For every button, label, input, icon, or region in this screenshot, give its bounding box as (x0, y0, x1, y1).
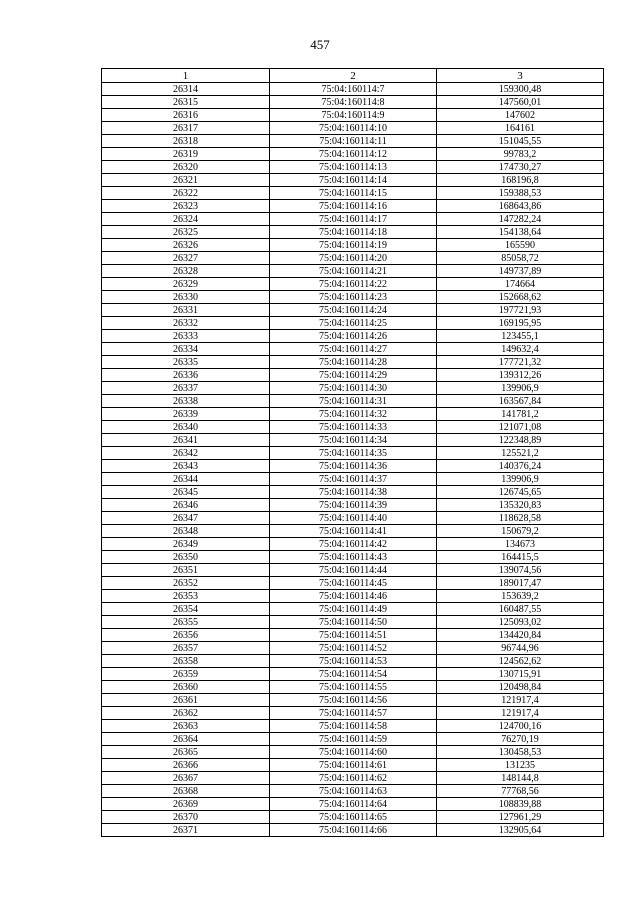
value-cell: 177721,32 (437, 356, 604, 369)
table-row (102, 525, 604, 538)
value-cell: 147560,01 (437, 96, 604, 109)
value-cell: 164161 (437, 122, 604, 135)
row-number-cell: 26354 (102, 603, 270, 616)
value-cell: 141781,2 (437, 408, 604, 421)
table-row (102, 447, 604, 460)
cadastral-number-cell: 75:04:160114:28 (270, 356, 437, 369)
row-number-cell: 26326 (102, 239, 270, 252)
row-number-cell: 26361 (102, 694, 270, 707)
row-number-cell: 26359 (102, 668, 270, 681)
cadastral-number-cell: 75:04:160114:62 (270, 772, 437, 785)
cadastral-number-cell: 75:04:160114:12 (270, 148, 437, 161)
row-number-cell: 26371 (102, 824, 270, 837)
table-row (102, 135, 604, 148)
cadastral-number-cell: 75:04:160114:63 (270, 785, 437, 798)
registry-table (101, 68, 604, 837)
value-cell: 139906,9 (437, 473, 604, 486)
cadastral-number-cell: 75:04:160114:57 (270, 707, 437, 720)
row-number-cell: 26355 (102, 616, 270, 629)
value-cell: 124700,16 (437, 720, 604, 733)
cadastral-number-cell: 75:04:160114:33 (270, 421, 437, 434)
row-number-cell: 26323 (102, 200, 270, 213)
header-row (102, 69, 604, 83)
table-row (102, 629, 604, 642)
cadastral-number-cell: 75:04:160114:32 (270, 408, 437, 421)
row-number-cell: 26336 (102, 369, 270, 382)
row-number-cell: 26366 (102, 759, 270, 772)
value-cell: 123455,1 (437, 330, 604, 343)
row-number-cell: 26370 (102, 811, 270, 824)
cadastral-number-cell: 75:04:160114:30 (270, 382, 437, 395)
table-row (102, 200, 604, 213)
value-cell: 135320,83 (437, 499, 604, 512)
cadastral-number-cell: 75:04:160114:46 (270, 590, 437, 603)
page-number: 457 (310, 37, 330, 52)
table-row (102, 746, 604, 759)
table-row (102, 148, 604, 161)
table-row (102, 772, 604, 785)
value-cell: 147282,24 (437, 213, 604, 226)
row-number-cell: 26365 (102, 746, 270, 759)
column-header-1: 1 (102, 69, 270, 83)
value-cell: 168643,86 (437, 200, 604, 213)
cadastral-number-cell: 75:04:160114:55 (270, 681, 437, 694)
cadastral-number-cell: 75:04:160114:31 (270, 395, 437, 408)
value-cell: 163567,84 (437, 395, 604, 408)
row-number-cell: 26339 (102, 408, 270, 421)
row-number-cell: 26356 (102, 629, 270, 642)
row-number-cell: 26317 (102, 122, 270, 135)
row-number-cell: 26343 (102, 460, 270, 473)
table-row (102, 759, 604, 772)
value-cell: 164415,5 (437, 551, 604, 564)
row-number-cell: 26348 (102, 525, 270, 538)
row-number-cell: 26328 (102, 265, 270, 278)
row-number-cell: 26369 (102, 798, 270, 811)
table-body (102, 83, 604, 837)
row-number-cell: 26362 (102, 707, 270, 720)
table-row (102, 161, 604, 174)
table-row (102, 577, 604, 590)
cadastral-number-cell: 75:04:160114:25 (270, 317, 437, 330)
row-number-cell: 26349 (102, 538, 270, 551)
cadastral-number-cell: 75:04:160114:7 (270, 83, 437, 96)
cadastral-number-cell: 75:04:160114:54 (270, 668, 437, 681)
row-number-cell: 26350 (102, 551, 270, 564)
row-number-cell: 26329 (102, 278, 270, 291)
value-cell: 125521,2 (437, 447, 604, 460)
row-number-cell: 26342 (102, 447, 270, 460)
column-header-3: 3 (437, 69, 604, 83)
cadastral-number-cell: 75:04:160114:60 (270, 746, 437, 759)
table-row (102, 408, 604, 421)
table-row (102, 343, 604, 356)
table-row (102, 395, 604, 408)
table-row (102, 382, 604, 395)
value-cell: 159300,48 (437, 83, 604, 96)
row-number-cell: 26335 (102, 356, 270, 369)
row-number-cell: 26363 (102, 720, 270, 733)
cadastral-number-cell: 75:04:160114:38 (270, 486, 437, 499)
cadastral-number-cell: 75:04:160114:49 (270, 603, 437, 616)
row-number-cell: 26367 (102, 772, 270, 785)
cadastral-number-cell: 75:04:160114:8 (270, 96, 437, 109)
table-row (102, 213, 604, 226)
value-cell: 120498,84 (437, 681, 604, 694)
table-row (102, 83, 604, 96)
value-cell: 149737,89 (437, 265, 604, 278)
row-number-cell: 26345 (102, 486, 270, 499)
cadastral-number-cell: 75:04:160114:40 (270, 512, 437, 525)
cadastral-number-cell: 75:04:160114:35 (270, 447, 437, 460)
cadastral-number-cell: 75:04:160114:26 (270, 330, 437, 343)
row-number-cell: 26358 (102, 655, 270, 668)
row-number-cell: 26338 (102, 395, 270, 408)
table-row (102, 278, 604, 291)
cadastral-number-cell: 75:04:160114:65 (270, 811, 437, 824)
table-row (102, 109, 604, 122)
table-row (102, 499, 604, 512)
table-row (102, 265, 604, 278)
table-row (102, 122, 604, 135)
value-cell: 124562,62 (437, 655, 604, 668)
value-cell: 96744,96 (437, 642, 604, 655)
value-cell: 154138,64 (437, 226, 604, 239)
table-row (102, 655, 604, 668)
row-number-cell: 26331 (102, 304, 270, 317)
table-row (102, 616, 604, 629)
row-number-cell: 26315 (102, 96, 270, 109)
cadastral-number-cell: 75:04:160114:66 (270, 824, 437, 837)
row-number-cell: 26340 (102, 421, 270, 434)
table-row (102, 187, 604, 200)
value-cell: 153639,2 (437, 590, 604, 603)
row-number-cell: 26321 (102, 174, 270, 187)
table-row (102, 239, 604, 252)
cadastral-number-cell: 75:04:160114:37 (270, 473, 437, 486)
value-cell: 160487,55 (437, 603, 604, 616)
cadastral-number-cell: 75:04:160114:53 (270, 655, 437, 668)
value-cell: 134420,84 (437, 629, 604, 642)
cadastral-number-cell: 75:04:160114:20 (270, 252, 437, 265)
row-number-cell: 26318 (102, 135, 270, 148)
table-row (102, 798, 604, 811)
value-cell: 108839,88 (437, 798, 604, 811)
value-cell: 122348,89 (437, 434, 604, 447)
table-row (102, 486, 604, 499)
row-number-cell: 26352 (102, 577, 270, 590)
table-row (102, 473, 604, 486)
cadastral-number-cell: 75:04:160114:43 (270, 551, 437, 564)
row-number-cell: 26333 (102, 330, 270, 343)
row-number-cell: 26316 (102, 109, 270, 122)
row-number-cell: 26341 (102, 434, 270, 447)
cadastral-number-cell: 75:04:160114:19 (270, 239, 437, 252)
table-row (102, 538, 604, 551)
cadastral-number-cell: 75:04:160114:51 (270, 629, 437, 642)
table-row (102, 551, 604, 564)
value-cell: 149632,4 (437, 343, 604, 356)
cadastral-number-cell: 75:04:160114:56 (270, 694, 437, 707)
cadastral-number-cell: 75:04:160114:23 (270, 291, 437, 304)
cadastral-number-cell: 75:04:160114:44 (270, 564, 437, 577)
row-number-cell: 26314 (102, 83, 270, 96)
table-row (102, 304, 604, 317)
table-row (102, 421, 604, 434)
cadastral-number-cell: 75:04:160114:52 (270, 642, 437, 655)
value-cell: 159388,53 (437, 187, 604, 200)
cadastral-number-cell: 75:04:160114:42 (270, 538, 437, 551)
table-row (102, 694, 604, 707)
row-number-cell: 26324 (102, 213, 270, 226)
row-number-cell: 26368 (102, 785, 270, 798)
table-row (102, 603, 604, 616)
table-row (102, 226, 604, 239)
cadastral-number-cell: 75:04:160114:10 (270, 122, 437, 135)
cadastral-number-cell: 75:04:160114:59 (270, 733, 437, 746)
value-cell: 165590 (437, 239, 604, 252)
cadastral-number-cell: 75:04:160114:16 (270, 200, 437, 213)
cadastral-number-cell: 75:04:160114:41 (270, 525, 437, 538)
row-number-cell: 26364 (102, 733, 270, 746)
cadastral-number-cell: 75:04:160114:50 (270, 616, 437, 629)
value-cell: 134673 (437, 538, 604, 551)
row-number-cell: 26332 (102, 317, 270, 330)
value-cell: 76270,19 (437, 733, 604, 746)
table-row (102, 642, 604, 655)
value-cell: 99783,2 (437, 148, 604, 161)
cadastral-number-cell: 75:04:160114:39 (270, 499, 437, 512)
value-cell: 168196,8 (437, 174, 604, 187)
row-number-cell: 26320 (102, 161, 270, 174)
table-row (102, 356, 604, 369)
cadastral-number-cell: 75:04:160114:64 (270, 798, 437, 811)
value-cell: 189017,47 (437, 577, 604, 590)
table-row (102, 460, 604, 473)
value-cell: 118628,58 (437, 512, 604, 525)
cadastral-number-cell: 75:04:160114:24 (270, 304, 437, 317)
value-cell: 152668,62 (437, 291, 604, 304)
row-number-cell: 26346 (102, 499, 270, 512)
table-row (102, 434, 604, 447)
value-cell: 130715,91 (437, 668, 604, 681)
table-row (102, 668, 604, 681)
value-cell: 131235 (437, 759, 604, 772)
table-row (102, 330, 604, 343)
value-cell: 140376,24 (437, 460, 604, 473)
value-cell: 125093,02 (437, 616, 604, 629)
row-number-cell: 26347 (102, 512, 270, 525)
cadastral-number-cell: 75:04:160114:58 (270, 720, 437, 733)
value-cell: 197721,93 (437, 304, 604, 317)
row-number-cell: 26360 (102, 681, 270, 694)
row-number-cell: 26334 (102, 343, 270, 356)
row-number-cell: 26327 (102, 252, 270, 265)
cadastral-number-cell: 75:04:160114:11 (270, 135, 437, 148)
row-number-cell: 26322 (102, 187, 270, 200)
table-row (102, 707, 604, 720)
value-cell: 174730,27 (437, 161, 604, 174)
table-row (102, 369, 604, 382)
table-row (102, 564, 604, 577)
table-header (102, 69, 604, 83)
value-cell: 121071,08 (437, 421, 604, 434)
value-cell: 139074,56 (437, 564, 604, 577)
row-number-cell: 26351 (102, 564, 270, 577)
cadastral-number-cell: 75:04:160114:14 (270, 174, 437, 187)
value-cell: 77768,56 (437, 785, 604, 798)
value-cell: 148144,8 (437, 772, 604, 785)
value-cell: 121917,4 (437, 707, 604, 720)
cadastral-number-cell: 75:04:160114:15 (270, 187, 437, 200)
cadastral-number-cell: 75:04:160114:29 (270, 369, 437, 382)
cadastral-number-cell: 75:04:160114:36 (270, 460, 437, 473)
row-number-cell: 26319 (102, 148, 270, 161)
table-row (102, 720, 604, 733)
cadastral-number-cell: 75:04:160114:18 (270, 226, 437, 239)
cadastral-number-cell: 75:04:160114:13 (270, 161, 437, 174)
value-cell: 174664 (437, 278, 604, 291)
value-cell: 169195,95 (437, 317, 604, 330)
cadastral-number-cell: 75:04:160114:45 (270, 577, 437, 590)
table-row (102, 96, 604, 109)
row-number-cell: 26325 (102, 226, 270, 239)
value-cell: 150679,2 (437, 525, 604, 538)
table-row (102, 317, 604, 330)
value-cell: 127961,29 (437, 811, 604, 824)
value-cell: 130458,53 (437, 746, 604, 759)
row-number-cell: 26357 (102, 642, 270, 655)
value-cell: 121917,4 (437, 694, 604, 707)
value-cell: 151045,55 (437, 135, 604, 148)
value-cell: 85058,72 (437, 252, 604, 265)
cadastral-number-cell: 75:04:160114:22 (270, 278, 437, 291)
row-number-cell: 26353 (102, 590, 270, 603)
row-number-cell: 26330 (102, 291, 270, 304)
table-row (102, 291, 604, 304)
table-row (102, 733, 604, 746)
cadastral-number-cell: 75:04:160114:17 (270, 213, 437, 226)
row-number-cell: 26337 (102, 382, 270, 395)
table-row (102, 681, 604, 694)
value-cell: 139906,9 (437, 382, 604, 395)
column-header-2: 2 (270, 69, 437, 83)
value-cell: 147602 (437, 109, 604, 122)
cadastral-number-cell: 75:04:160114:27 (270, 343, 437, 356)
table-row (102, 824, 604, 837)
value-cell: 132905,64 (437, 824, 604, 837)
row-number-cell: 26344 (102, 473, 270, 486)
value-cell: 126745,65 (437, 486, 604, 499)
table-row (102, 811, 604, 824)
cadastral-number-cell: 75:04:160114:61 (270, 759, 437, 772)
table-row (102, 252, 604, 265)
table-row (102, 512, 604, 525)
table-row (102, 590, 604, 603)
value-cell: 139312,26 (437, 369, 604, 382)
table-row (102, 174, 604, 187)
cadastral-number-cell: 75:04:160114:21 (270, 265, 437, 278)
cadastral-number-cell: 75:04:160114:9 (270, 109, 437, 122)
table-row (102, 785, 604, 798)
cadastral-number-cell: 75:04:160114:34 (270, 434, 437, 447)
